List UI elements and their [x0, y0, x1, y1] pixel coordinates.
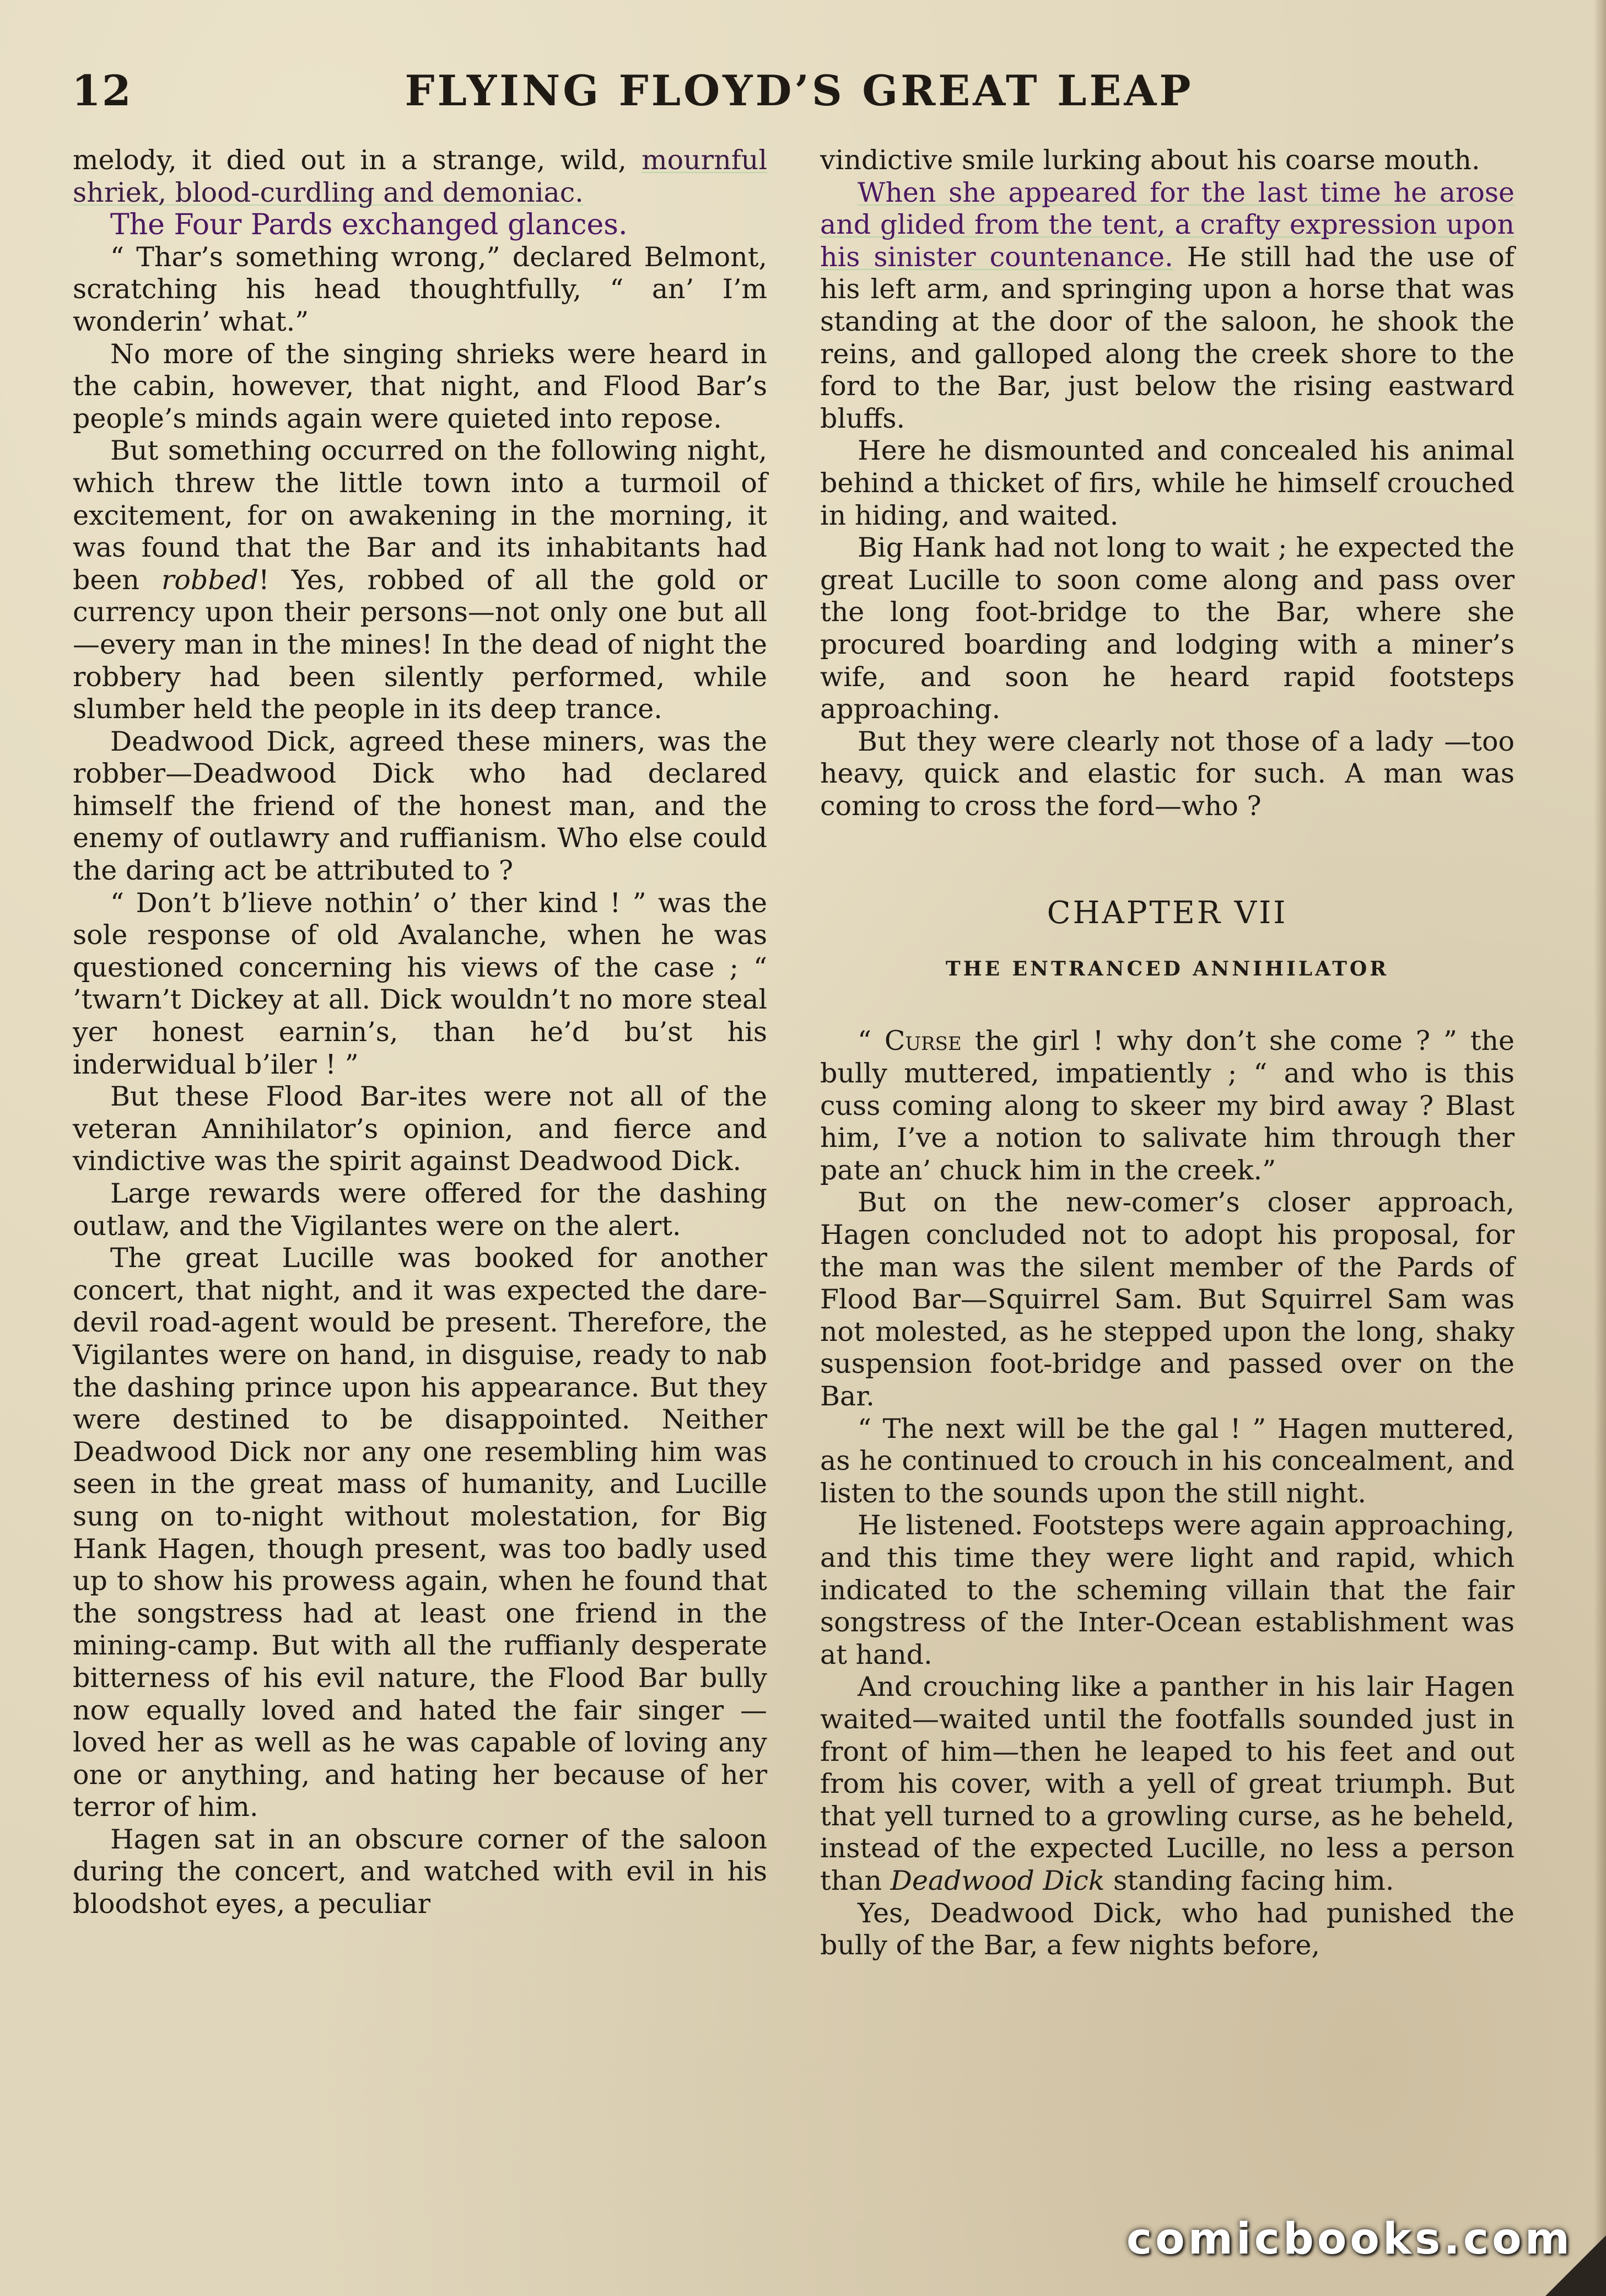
paragraph: Big Hank had not long to wait ; he expected the great Lucille to soon come along and pass over the long foot-bridge to the Bar, where she procured boarding and lodging with a miner’s wife, and soon he heard rapid footsteps approaching.: [820, 532, 1515, 725]
paragraph: The great Lucille was booked for another concert, that night, and it was expected the dare-devil road-agent would be present. Therefore, the Vigilantes were on hand, in disguise, ready to nab the dashing prince upon his appearance. But they were destined to be disappointed. Neither Deadwood Dick nor any one resembling him was seen in the great mass of humanity, and Lucille sung on to-night without molestation, for Big Hank Hagen, though present, was too badly used up to show his prowess again, when he found that the songstress had at least one friend in the mining-camp. But with all the ruffianly desperate bitterness of his evil nature, the Flood Bar bully now equally loved and hated the fair singer —loved her as well as he was capable of loving any one or anything, and hating her because of her terror of him.: [73, 1242, 767, 1823]
text-run: melody, it died out in a strange, wild,: [73, 144, 642, 176]
right-column: [820, 144, 1515, 1962]
chapter-heading: [820, 888, 1515, 985]
text-run: He still had the use of his left arm, and springing upon a horse that was standing at the door of the saloon, he shook the reins, and galloped along the creek shore to the ford to the Bar, just below the rising eastward bluffs.: [820, 241, 1515, 434]
highlighted-text: When she appeared for the last time he arose and glided from the tent, a crafty expression upon his sinister countenance.: [820, 176, 1515, 273]
paragraph: He listened. Footsteps were again approaching, and this time they were light and rapid, which indicated to the scheming villain that the fair songstress of the Inter-Ocean establishment was at hand.: [820, 1510, 1515, 1670]
paragraph: No more of the singing shrieks were heard in the cabin, however, that night, and Flood Bar’s people’s minds again were quieted into repose.: [73, 338, 767, 434]
paragraph: But these Flood Bar-ites were not all of the veteran Annihilator’s opinion, and fierce and vindictive was the spirit against Deadwood Dick.: [73, 1081, 767, 1177]
watermark: comicbooks.com: [1126, 2214, 1573, 2264]
text-run: And crouching like a panther in his lair Hagen waited—waited until the footfalls sounded just in front of him—then he leaped to his feet and out from his cover, with a yell of great triumph. But that yell turned to a growling curse, as he beheld, instead of the expected Lucille, no less a person than: [820, 1671, 1515, 1896]
emphasized-word: robbed: [161, 564, 258, 596]
paragraph: Hagen sat in an obscure corner of the saloon during the concert, and watched with evil in his bloodshot eyes, a peculiar: [73, 1823, 767, 1920]
paragraph: [820, 177, 1515, 435]
highlighted-text: mournful shriek, blood-curdling and demoniac.: [73, 144, 767, 208]
paragraph: Deadwood Dick, agreed these miners, was the robber—Deadwood Dick who had declared himself the friend of the honest man, and the enemy of outlawry and ruffianism. Who else could the daring act be attributed to ?: [73, 725, 767, 887]
paragraph: Yes, Deadwood Dick, who had punished the bully of the Bar, a few nights before,: [820, 1897, 1515, 1961]
paragraph: [73, 144, 767, 209]
left-column: [73, 144, 767, 1921]
text-run: the girl ! why don’t she come ? ” the bully muttered, impatiently ; “ and who is this cuss coming along to skeer my bird away ? Blast him, I’ve a notion to salivate him through ther pate an’ chuck him in the creek.”: [820, 1025, 1515, 1186]
paragraph: [820, 1025, 1515, 1187]
paragraph: Large rewards were offered for the dashing outlaw, and the Vigilantes were on the alert.: [73, 1178, 767, 1242]
paragraph: But they were clearly not those of a lady —too heavy, quick and elastic for such. A man was coming to cross the ford—who ?: [820, 725, 1515, 822]
paragraph: “ Don’t b’lieve nothin’ o’ ther kind ! ” was the sole response of old Avalanche, when he was questioned concerning his views of the case ; “ ’twarn’t Dickey at all. Dick wouldn’t no more steal yer honest earnin’s, than he’d bu’st his inderwidual b’iler ! ”: [73, 887, 767, 1080]
paragraph-highlighted: The Four Pards exchanged glances.: [110, 208, 628, 242]
running-title: FLYING FLOYD’S GREAT LEAP: [405, 66, 1194, 115]
page-edge-shadow: [1594, 0, 1606, 2296]
paragraph: [820, 1671, 1515, 1897]
paragraph: Here he dismounted and concealed his animal behind a thicket of firs, while he himself crouched in hiding, and waited.: [820, 435, 1515, 531]
text-run: ! Yes, robbed of all the gold or currency upon their persons—not only one but all—every man in the mines! In the dead of night the robbery had been silently performed, while slumber held the people in its deep trance.: [73, 564, 767, 725]
chapter-number: CHAPTER VII: [1047, 895, 1288, 931]
page-header: [72, 61, 1527, 121]
paragraph: “ Thar’s something wrong,” declared Belmont, scratching his head thoughtfully, “ an’ I’m wonderin’ what.”: [73, 241, 767, 337]
paragraph: “ The next will be the gal ! ” Hagen muttered, as he continued to crouch in his concealment, and listen to the sounds upon the still night.: [820, 1413, 1515, 1509]
paragraph: vindictive smile lurking about his coarse mouth.: [820, 144, 1480, 176]
paragraph: [73, 435, 767, 725]
paragraph: But on the new-comer’s closer approach, Hagen concluded not to adopt his proposal, for the man was the silent member of the Pards of Flood Bar—Squirrel Sam. But Squirrel Sam was not molested, as he stepped upon the long, shaky suspension foot-bridge and passed over on the Bar.: [820, 1187, 1515, 1412]
page-number: 12: [72, 66, 132, 115]
emphasized-name: Deadwood Dick: [890, 1864, 1105, 1896]
opening-word: “ Curse: [858, 1025, 962, 1057]
text-run: But something occurred on the following night, which threw the little town into a turmoil of excitement, for on awakening in the morning, it was found that the Bar and its inhabitants had been: [73, 435, 767, 596]
chapter-title: THE ENTRANCED ANNIHILATOR: [945, 957, 1389, 981]
text-run: standing facing him.: [1104, 1864, 1394, 1896]
